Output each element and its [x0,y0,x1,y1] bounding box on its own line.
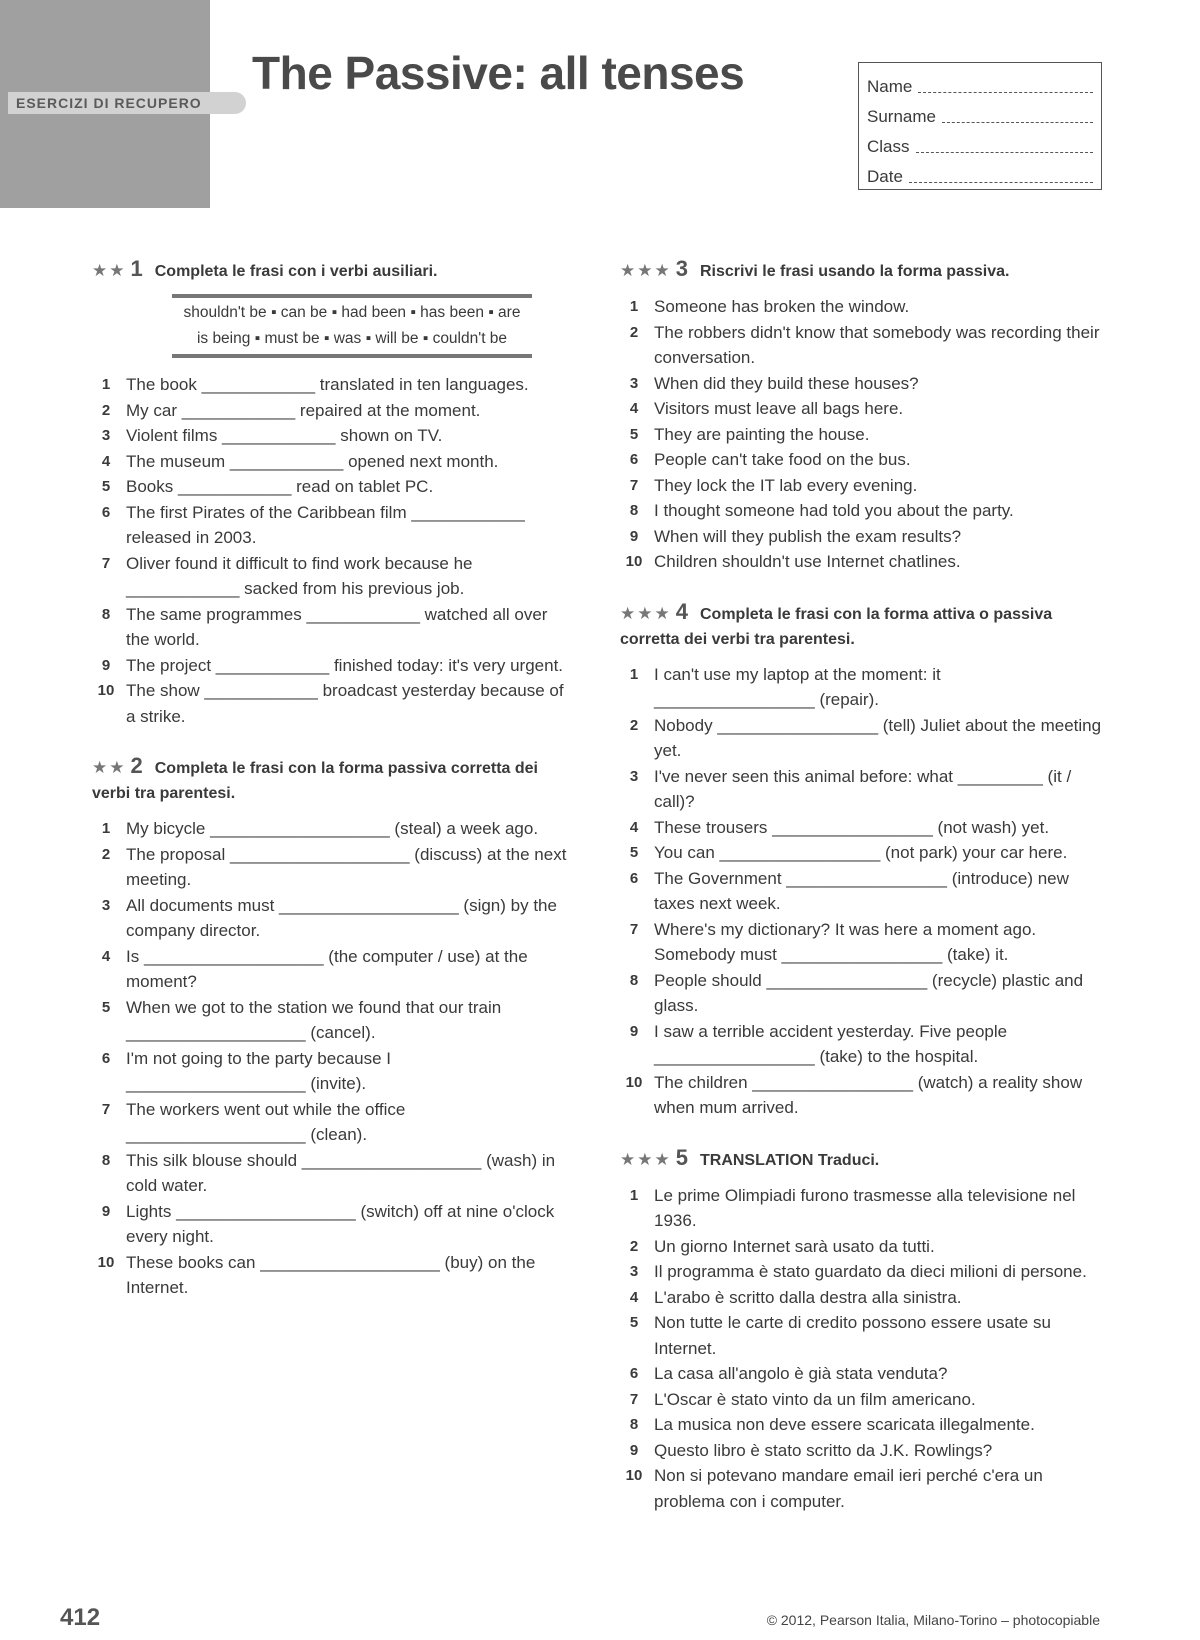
item-text: Il programma è stato guardato da dieci milioni di persone. [654,1262,1087,1281]
item-text: The project ____________ finished today: it's very urgent. [126,655,564,675]
copyright-notice: © 2012, Pearson Italia, Milano-Torino – photocopiable [766,1612,1100,1628]
item-number: 4 [101,947,111,965]
list-item [92,423,574,449]
exercise-number: 3 [675,256,688,281]
item-text: The first Pirates of the Caribbean film ____________ released in 2003. [126,502,525,547]
item-text: Nobody _________________ (tell) Juliet about the meeting yet. [654,715,1102,760]
list-item [92,372,574,398]
item-number: 8 [101,1151,111,1169]
exercise-3-list [620,294,1102,575]
exercise-4-heading [620,599,1102,652]
word-box-line: shouldn't be ▪ can be ▪ had been ▪ has been ▪ are [183,304,521,321]
item-text: I thought someone had told you about the party. [654,501,1014,520]
word-box-line: is being ▪ must be ▪ was ▪ will be ▪ couldn't be [196,330,508,347]
item-number: 4 [629,400,639,417]
item-text: All documents must ___________________ (sign) by the company director. [126,895,557,940]
list-item [92,500,574,551]
list-item [620,968,1102,1019]
list-item [92,678,574,729]
item-number: 5 [629,844,639,861]
item-text: Violent films ____________ shown on TV. [126,426,443,445]
list-item [620,422,1102,448]
list-item [92,398,574,424]
list-item [620,764,1102,815]
list-item [620,524,1102,550]
item-number: 4 [101,452,111,470]
name-row [867,67,1093,97]
exercise-1-list [92,372,574,729]
list-item [620,1019,1102,1070]
exercise-4-list [620,662,1102,1121]
item-text: Non tutte le carte di credito possono essere usate su Internet. [654,1313,1051,1358]
item-number: 10 [97,682,115,699]
item-number: 2 [629,1237,639,1255]
list-item [620,1234,1102,1260]
item-text: People should _________________ (recycle) plastic and glass. [654,970,1084,1015]
item-number: 10 [625,1467,643,1484]
list-item [620,917,1102,968]
item-number: 10 [625,553,643,570]
name-label: Name [867,77,913,96]
item-text: Is ___________________ (the computer / use) at the moment? [126,946,528,991]
list-item [620,1183,1102,1234]
item-text: Oliver found it difficult to find work because he ____________ sacked from his previous job. [126,553,473,598]
item-number: 9 [101,1202,111,1220]
list-item [92,449,574,475]
item-number: 9 [629,1441,639,1459]
list-item [92,602,574,653]
list-item [620,1361,1102,1387]
item-number: 3 [629,374,639,392]
list-item [620,396,1102,422]
exercise-1-heading [92,256,574,284]
difficulty-stars: ★★ [92,261,127,280]
list-item [620,815,1102,841]
item-text: Where's my dictionary? It was here a moment ago. Somebody must _________________ (take) it. [654,919,1037,964]
item-number: 5 [101,998,111,1016]
list-item [92,1199,574,1250]
item-text: The museum ____________ opened next month. [126,451,499,471]
exercise-5-heading [620,1145,1102,1173]
item-number: 7 [101,554,111,572]
exercise-instruction: TRANSLATION Traduci. [699,1151,880,1169]
item-number: 6 [629,451,639,468]
date-field[interactable] [909,164,1093,183]
item-text: L'Oscar è stato vinto da un film americano. [654,1389,976,1409]
list-item [92,1097,574,1148]
item-number: 2 [101,401,111,419]
item-text: I'm not going to the party because I ___________________ (invite). [126,1048,392,1093]
item-text: The proposal ___________________ (discuss) at the next meeting. [126,844,567,889]
page-number: 412 [60,1604,101,1631]
exercise-instruction: Completa le frasi con la forma passiva corretta dei verbi tra parentesi. [92,760,538,802]
page-title: The Passive: all tenses [252,47,745,99]
list-item [620,447,1102,473]
item-number: 3 [629,1263,639,1280]
item-text: When will they publish the exam results? [654,526,962,546]
item-number: 9 [629,527,639,545]
item-number: 5 [629,425,639,443]
exercise-5-list [620,1183,1102,1515]
difficulty-stars: ★★★ [620,603,672,623]
item-number: 9 [629,1022,639,1040]
item-text: The show ____________ broadcast yesterday because of a strike. [126,681,564,726]
item-text: Un giorno Internet sarà usato da tutti. [654,1236,935,1256]
item-number: 5 [101,478,111,495]
list-item [92,893,574,944]
list-item [620,662,1102,713]
class-field[interactable] [916,134,1093,153]
item-number: 7 [629,476,639,494]
item-text: These trousers _________________ (not wash) yet. [654,817,1050,837]
difficulty-stars: ★★★ [620,1149,672,1169]
surname-row [867,97,1093,127]
list-item [620,866,1102,917]
difficulty-stars: ★★ [92,758,127,777]
list-item [620,1070,1102,1121]
item-text: Questo libro è stato scritto da J.K. Rowlings? [654,1440,993,1460]
item-number: 2 [629,323,639,341]
item-text: Someone has broken the window. [654,297,910,316]
item-number: 8 [629,971,639,989]
item-text: Lights ___________________ (switch) off at nine o'clock every night. [126,1201,555,1246]
item-number: 6 [101,503,111,521]
item-text: The workers went out while the office ___________________ (clean). [126,1099,406,1144]
item-text: They are painting the house. [654,424,870,444]
list-item [620,1387,1102,1413]
list-item [92,944,574,995]
surname-field[interactable] [942,104,1093,123]
exercise-number: 5 [675,1144,688,1170]
item-number: 1 [629,665,639,683]
exercise-instruction: Completa le frasi con la forma attiva o passiva corretta dei verbi tra parentesi. [620,605,1053,648]
list-item [620,1285,1102,1311]
list-item [92,1148,574,1199]
item-text: This silk blouse should ___________________ (wash) in cold water. [126,1150,556,1195]
right-column [620,256,1102,1538]
student-info-box [858,62,1102,190]
item-number: 6 [101,1049,111,1067]
list-item [92,1046,574,1097]
item-text: The Government _________________ (introduce) new taxes next week. [654,868,1069,913]
item-number: 8 [629,1416,639,1433]
item-number: 3 [101,896,111,914]
item-number: 1 [101,376,111,393]
date-label: Date [867,167,903,186]
exercise-2-heading [92,753,574,806]
difficulty-stars: ★★★ [620,261,672,280]
item-number: 9 [101,656,111,674]
item-text: They lock the IT lab every evening. [654,475,918,495]
item-number: 10 [625,1073,643,1091]
item-text: I can't use my laptop at the moment: it _________________ (repair). [654,664,941,709]
list-item [620,320,1102,371]
item-number: 2 [629,716,639,734]
item-number: 8 [101,605,111,623]
item-number: 5 [629,1314,639,1331]
item-text: My bicycle ___________________ (steal) a week ago. [126,819,539,838]
class-label: Class [867,137,910,156]
exercise-3-heading [620,256,1102,284]
item-text: The book ____________ translated in ten languages. [126,375,529,394]
name-field[interactable] [918,74,1093,93]
date-row [867,157,1093,187]
item-text: The children _________________ (watch) a reality show when mum arrived. [654,1072,1083,1117]
exercise-number: 4 [675,598,688,624]
list-item [620,371,1102,397]
exercise-number: 2 [130,753,143,778]
item-number: 4 [629,1288,639,1306]
item-text: The robbers didn't know that somebody was recording their conversation. [654,322,1100,367]
item-text: These books can ___________________ (buy) on the Internet. [126,1252,536,1297]
list-item [620,473,1102,499]
list-item [620,498,1102,524]
item-number: 10 [97,1253,115,1271]
list-item [92,842,574,893]
list-item [620,1412,1102,1438]
item-number: 6 [629,869,639,887]
item-text: Visitors must leave all bags here. [654,399,904,418]
list-item [92,995,574,1046]
list-item [92,474,574,500]
item-number: 8 [629,502,639,519]
item-text: You can _________________ (not park) your car here. [654,843,1068,862]
item-number: 7 [629,920,639,938]
list-item [620,294,1102,320]
item-text: La casa all'angolo è già stata venduta? [654,1364,948,1383]
list-item [92,653,574,679]
item-number: 7 [101,1100,111,1118]
list-item [620,1463,1102,1514]
item-text: When did they build these houses? [654,373,919,393]
list-item [620,713,1102,764]
list-item [620,840,1102,866]
item-number: 7 [629,1390,639,1408]
exercise-instruction: Riscrivi le frasi usando la forma passiva. [699,263,1010,280]
item-number: 3 [629,767,639,785]
item-number: 3 [101,427,111,444]
exercise-2-list [92,816,574,1301]
item-text: When we got to the station we found that our train ___________________ (cancel). [126,997,502,1042]
item-text: La musica non deve essere scaricata illegalmente. [654,1415,1035,1434]
exercise-instruction: Completa le frasi con i verbi ausiliari. [154,263,438,280]
section-banner: ESERCIZI DI RECUPERO [8,92,246,114]
item-text: Le prime Olimpiadi furono trasmesse alla televisione nel 1936. [654,1185,1076,1230]
left-column [92,256,574,1325]
item-text: I saw a terrible accident yesterday. Five people _________________ (take) to the hospital. [654,1021,1008,1066]
list-item [620,1310,1102,1361]
list-item [92,1250,574,1301]
list-item [92,551,574,602]
class-row [867,127,1093,157]
item-text: The same programmes ____________ watched all over the world. [126,604,548,649]
list-item [620,1259,1102,1285]
item-text: I've never seen this animal before: what _________ (it / call)? [654,766,1072,811]
item-text: Books ____________ read on tablet PC. [126,477,434,496]
item-text: My car ____________ repaired at the moment. [126,400,481,420]
exercise-number: 1 [130,256,143,281]
item-number: 1 [629,298,639,315]
item-text: L'arabo è scritto dalla destra alla sinistra. [654,1287,962,1307]
item-number: 2 [101,845,111,863]
list-item [620,1438,1102,1464]
item-number: 4 [629,818,639,836]
list-item [620,549,1102,575]
list-item [92,816,574,842]
item-number: 6 [629,1365,639,1382]
item-text: Non si potevano mandare email ieri perché c'era un problema con i computer. [654,1466,1043,1511]
item-text: People can't take food on the bus. [654,450,911,469]
word-box [172,294,532,358]
item-number: 1 [629,1186,639,1204]
item-text: Children shouldn't use Internet chatlines. [654,552,961,571]
item-number: 1 [101,820,111,837]
surname-label: Surname [867,107,936,126]
